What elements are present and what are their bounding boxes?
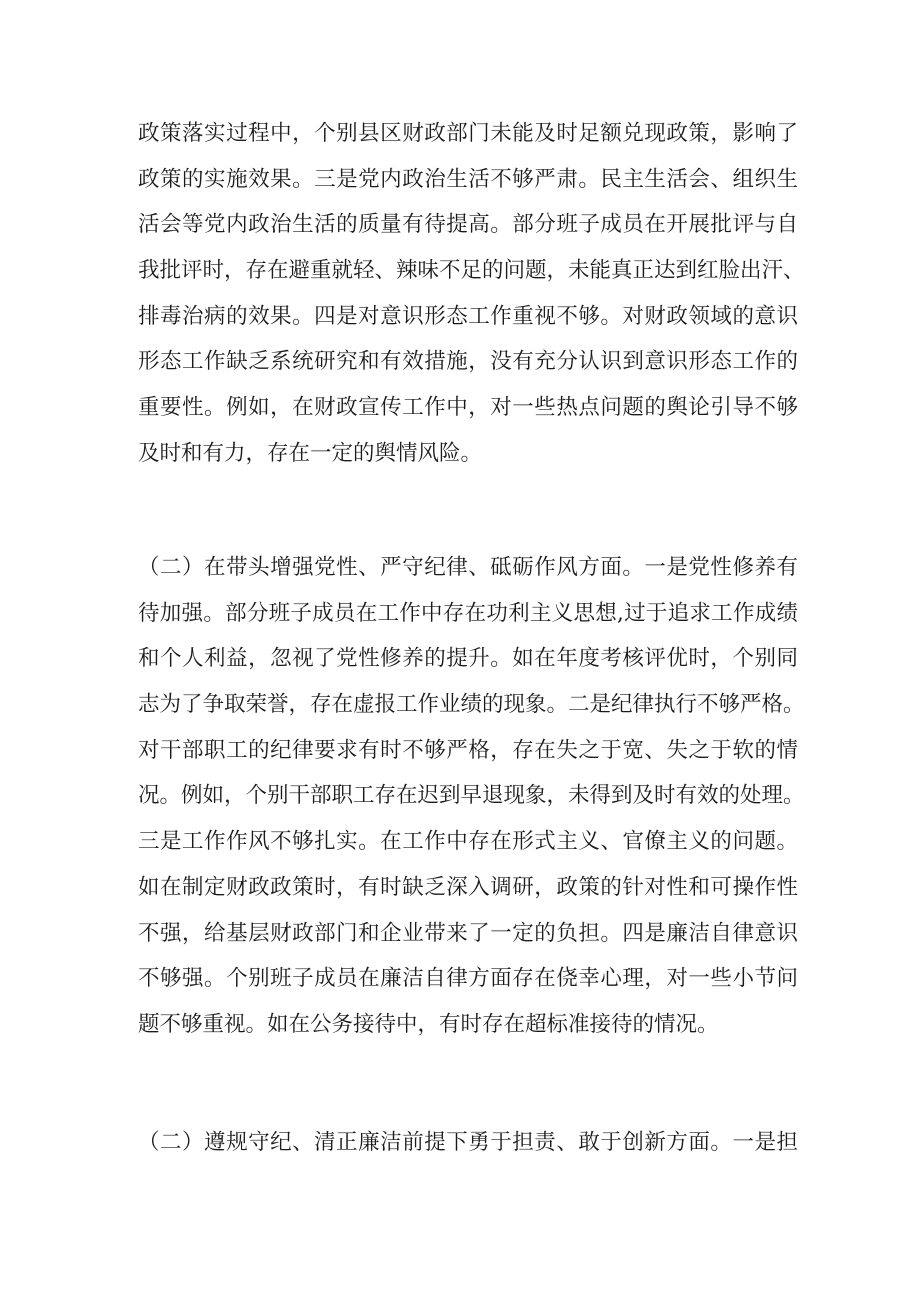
text-line: 不强，给基层财政部门和企业带来了一定的负担。四是廉洁自律意识	[138, 920, 798, 946]
text-line: 不够强。个别班子成员在廉洁自律方面存在侥幸心理，对一些小节问	[138, 966, 798, 992]
text-line: 待加强。部分班子成员在工作中存在功利主义思想,过于追求工作成绩	[138, 600, 798, 626]
text-line: 我批评时，存在避重就轻、辣味不足的问题，未能真正达到红脸出汗、	[138, 258, 805, 284]
text-line: 题不够重视。如在公务接待中，有时存在超标准接待的情况。	[138, 1011, 719, 1037]
text-line: 活会等党内政治生活的质量有待提高。部分班子成员在开展批评与自	[138, 212, 798, 238]
text-line: 对干部职工的纪律要求有时不够严格，存在失之于宽、失之于软的情	[138, 737, 798, 763]
text-line: 政策的实施效果。三是党内政治生活不够严肃。民主生活会、组织生	[138, 166, 798, 192]
text-line: （二）遵规守纪、清正廉洁前提下勇于担责、敢于创新方面。一是担	[138, 1130, 798, 1155]
text-line: 形态工作缺乏系统研究和有效措施，没有充分认识到意识形态工作的	[138, 349, 798, 375]
text-line: 排毒治病的效果。四是对意识形态工作重视不够。对财政领域的意识	[138, 303, 798, 329]
text-line: 及时和有力，存在一定的舆情风险。	[138, 440, 483, 466]
text-line: （二）在带头增强党性、严守纪律、砥砺作风方面。一是党性修养有	[138, 555, 798, 580]
text-line: 志为了争取荣誉，存在虚报工作业绩的现象。二是纪律执行不够严格。	[138, 692, 805, 718]
paragraph-3	[138, 1120, 798, 1166]
text-line: 况。例如，个别干部职工存在迟到早退现象，未得到及时有效的处理。	[138, 783, 805, 809]
text-line: 三是工作作风不够扎实。在工作中存在形式主义、官僚主义的问题。	[138, 829, 798, 855]
text-line: 和个人利益，忽视了党性修养的提升。如在年度考核评优时，个别同	[138, 646, 798, 672]
paragraph-2	[138, 545, 805, 1048]
text-line: 如在制定财政政策时，有时缺乏深入调研，政策的针对性和可操作性	[138, 874, 798, 900]
paragraph-1	[138, 111, 805, 477]
text-line: 重要性。例如，在财政宣传工作中，对一些热点问题的舆论引导不够	[138, 395, 798, 421]
text-line: 政策落实过程中，个别县区财政部门未能及时足额兑现政策，影响了	[138, 121, 798, 146]
